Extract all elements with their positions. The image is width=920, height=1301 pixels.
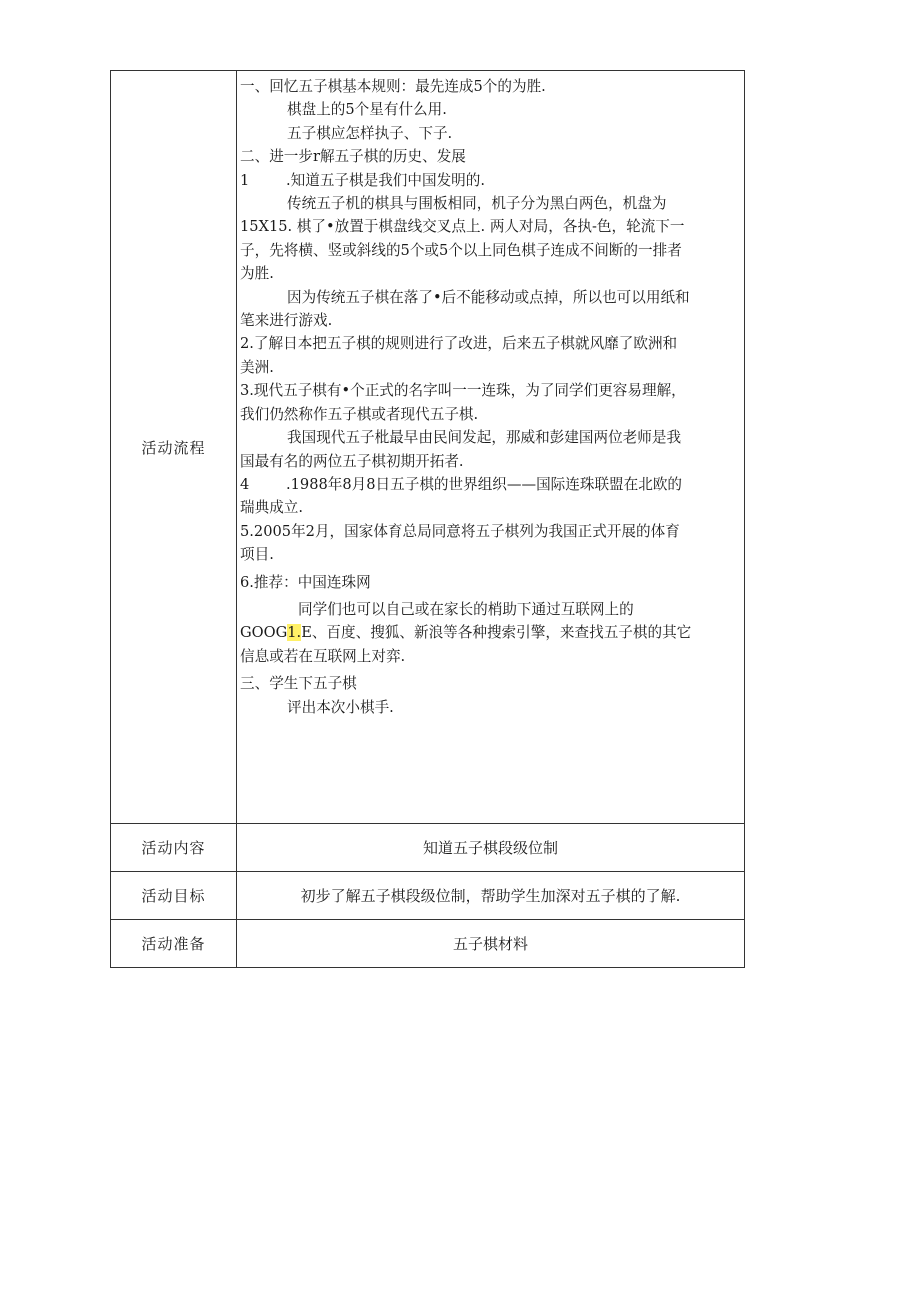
goal-row	[111, 872, 745, 920]
process-line: 子，先将横、竖或斜线的5个或5个以上同色棋子连成不间断的一排者	[240, 241, 682, 259]
content-row	[111, 824, 745, 872]
process-line: 笔来进行游戏.	[240, 312, 333, 330]
process-content	[237, 71, 745, 824]
line-number: 4	[240, 475, 250, 493]
process-line: 同学们也可以自己或在家长的梢助下通过互联网上的	[298, 600, 634, 618]
process-line: 3.现代五子棋有•个正式的名字叫一一连珠，为了同学们更容易理解，	[240, 382, 686, 400]
goal-label: 活动目标	[111, 872, 237, 920]
process-line: 6.推荐：中国连珠网	[240, 573, 371, 591]
line-number: 1	[240, 171, 250, 189]
process-line: 一、回忆五子棋基本规则：最先连成5个的为胜.	[240, 78, 546, 95]
prep-value: 五子棋材料	[237, 920, 745, 968]
process-line: 三、学生下五子棋	[240, 675, 357, 693]
highlighted-text: 1.	[287, 624, 302, 642]
process-line: 我们仍然称作五子棋或者现代五子棋.	[240, 405, 479, 423]
process-line: 瑞典成立.	[240, 499, 304, 517]
content-value: 知道五子棋段级位制	[237, 824, 745, 872]
process-line: 传统五子机的棋具与围板相同，机子分为黑白两色，机盘为	[287, 195, 667, 213]
content-label: 活动内容	[111, 824, 237, 872]
process-line: 2.了解日本把五子棋的规则进行了改进，后来五子棋就风靡了欧洲和	[240, 335, 678, 353]
process-line: 为胜.	[240, 265, 274, 283]
line-text: E、百度、搜狐、新浪等各种搜索引擎，来查找五子棋的其它	[301, 624, 692, 642]
line-text: .知道五子棋是我们中国发明的.	[286, 171, 485, 189]
process-label: 活动流程	[111, 71, 237, 824]
process-line: 评出本次小棋手.	[287, 698, 394, 716]
process-line: 15X15. 棋了•放置于棋盘线交叉点上. 两人对局，各执-色，轮流下一	[240, 218, 685, 236]
process-line: 二、进一步r解五子棋的历史、发展	[240, 148, 466, 166]
prep-label: 活动准备	[111, 920, 237, 968]
process-line: 因为传统五子棋在落了•后不能移动或点掉，所以也可以用纸和	[287, 288, 690, 306]
process-line: 五子棋应怎样执子、下子.	[287, 124, 453, 142]
process-row	[111, 71, 745, 824]
process-line-numbered	[240, 169, 740, 192]
process-line-highlighted	[240, 621, 740, 644]
goal-value: 初步了解五子棋段级位制，帮助学生加深对五子棋的了解.	[237, 872, 745, 920]
process-line: 我国现代五子枇最早由民间发起，那威和彭建国两位老师是我	[287, 429, 682, 447]
process-line: 信息或若在互联网上对弈.	[240, 647, 406, 665]
line-text: .1988年8月8日五子棋的世界组织——国际连珠联盟在北欧的	[286, 475, 683, 493]
process-line-numbered	[240, 473, 740, 496]
process-line: 国最有名的两位五子棋初期开拓者.	[240, 452, 464, 470]
process-line: 美洲.	[240, 358, 274, 376]
process-line: 棋盘上的5个星有什么用.	[287, 101, 447, 119]
process-line: 项目.	[240, 546, 274, 564]
line-text: GOOG	[240, 624, 288, 642]
process-line: 5.2005年2月，国家体育总局同意将五子棋列为我国正式开展的体育	[240, 522, 680, 540]
activity-table	[110, 70, 745, 968]
prep-row	[111, 920, 745, 968]
